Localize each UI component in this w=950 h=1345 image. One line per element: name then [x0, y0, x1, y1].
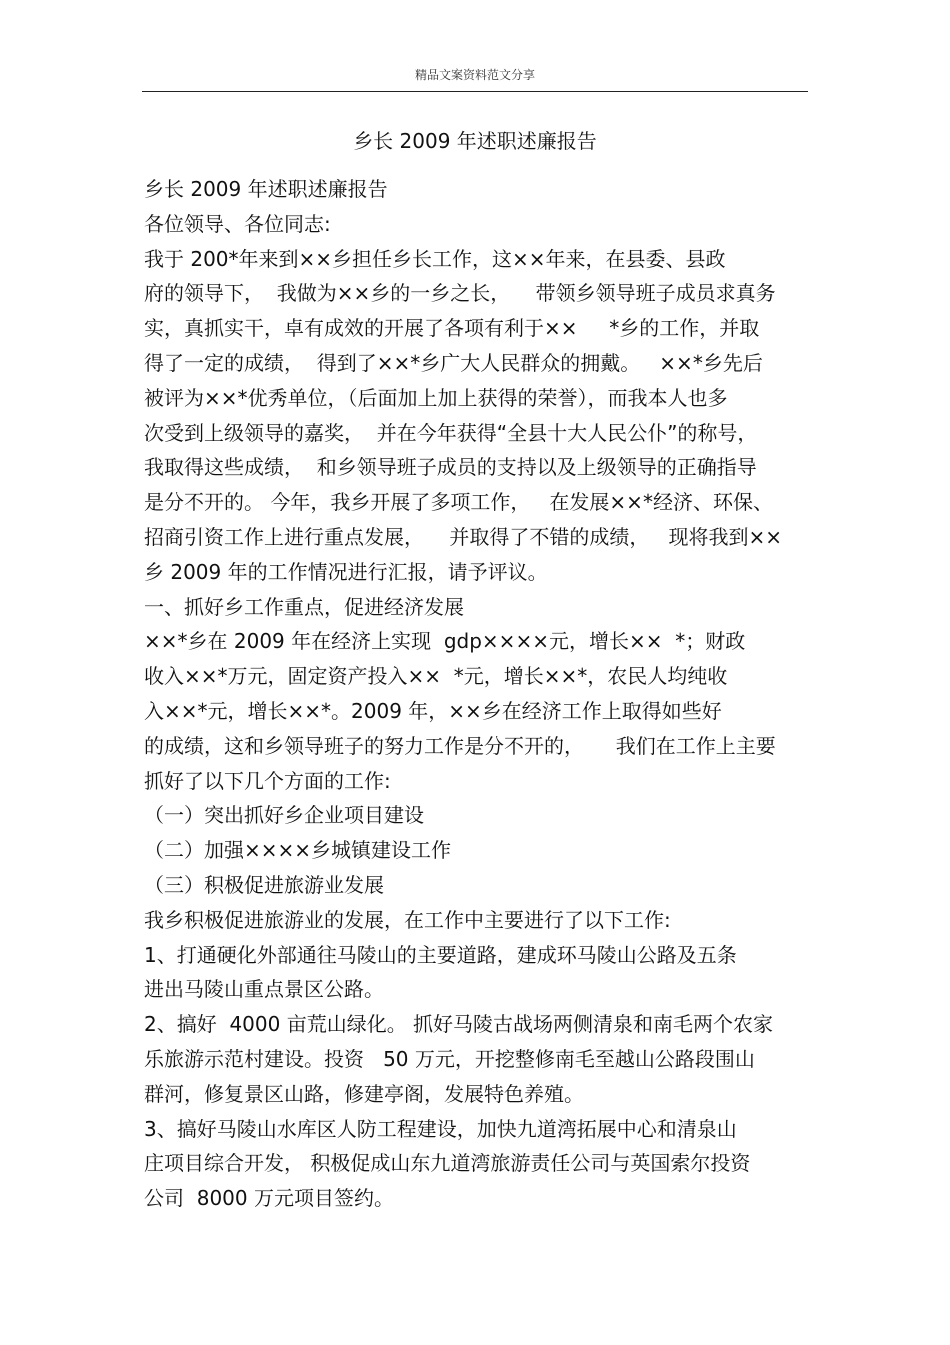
body-line: 招商引资工作上进行重点发展， 并取得了不错的成绩， 现将我到××: [144, 524, 783, 549]
body-line: 府的领导下， 我做为××乡的一乡之长， 带领乡领导班子成员求真务: [144, 281, 776, 306]
document-title: 乡长 2009 年述职述廉报告: [353, 129, 597, 153]
list-item-line: 1、打通硬化外部通往马陵山的主要道路，建成环马陵山公路及五条: [144, 942, 737, 967]
page-header: 精品文案资料范文分享: [414, 68, 535, 82]
subsection-heading: （二）加强××××乡城镇建设工作: [144, 838, 452, 863]
section-heading: 一、抓好乡工作重点，促进经济发展: [144, 594, 464, 619]
body-line: 实，真抓实干，卓有成效的开展了各项有利于×× *乡的工作，并取: [144, 316, 760, 341]
list-item-line: 2、搞好 4000 亩荒山绿化。 抓好马陵古战场两侧清泉和南毛两个农家: [144, 1012, 774, 1037]
body-line: 次受到上级领导的嘉奖， 并在今年获得“全县十大人民公仆”的称号，: [144, 420, 758, 445]
body-line: 被评为××*优秀单位，（后面加上加上获得的荣誉），而我本人也多: [144, 385, 728, 410]
subsection-heading: （三）积极促进旅游业发展: [144, 872, 384, 897]
list-item-line: 公司 8000 万元项目签约。: [144, 1186, 394, 1211]
body-line: 的成绩，这和乡领导班子的努力工作是分不开的， 我们在工作上主要: [144, 733, 776, 758]
body-line: 抓好了以下几个方面的工作:: [144, 768, 391, 793]
subsection-heading: （一）突出抓好乡企业项目建设: [144, 803, 424, 828]
list-item-line: 庄项目综合开发， 积极促成山东九道湾旅游责任公司与英国索尔投资: [144, 1151, 751, 1176]
body-line: 乡长 2009 年述职述廉报告: [144, 177, 388, 201]
list-item-line: 群河，修复景区山路，修建亭阁，发展特色养殖。: [144, 1081, 584, 1106]
body-line: 我取得这些成绩， 和乡领导班子成员的支持以及上级领导的正确指导: [144, 455, 757, 480]
list-item-line: 3、搞好马陵山水库区人防工程建设，加快九道湾拓展中心和清泉山: [144, 1116, 737, 1141]
list-item-line: 进出马陵山重点景区公路。: [144, 977, 384, 1002]
body-line: 入××*元，增长××*。2009 年，××乡在经济工作上取得如些好: [144, 698, 722, 723]
body-line: 各位领导、各位同志:: [144, 211, 331, 236]
body-line: 我于 200*年来到××乡担任乡长工作，这××年来，在县委、县政: [144, 246, 726, 271]
list-item-line: 乐旅游示范村建设。投资 50 万元，开挖整修南毛至越山公路段围山: [144, 1046, 755, 1071]
body-line: 我乡积极促进旅游业的发展，在工作中主要进行了以下工作:: [144, 907, 671, 932]
header-divider: [142, 91, 808, 92]
body-line: 乡 2009 年的工作情况进行汇报，请予评议。: [144, 559, 548, 584]
body-line: 是分不开的。 今年，我乡开展了多项工作， 在发展××*经济、环保、: [144, 490, 773, 515]
body-line: 收入××*万元，固定资产投入×× *元，增长××*，农民人均纯收: [144, 664, 728, 689]
body-line: ××*乡在 2009 年在经济上实现 gdp××××元，增长×× *；财政: [144, 629, 746, 654]
body-line: 得了一定的成绩， 得到了××*乡广大人民群众的拥戴。 ××*乡先后: [144, 350, 763, 375]
document-body: [144, 172, 824, 1216]
